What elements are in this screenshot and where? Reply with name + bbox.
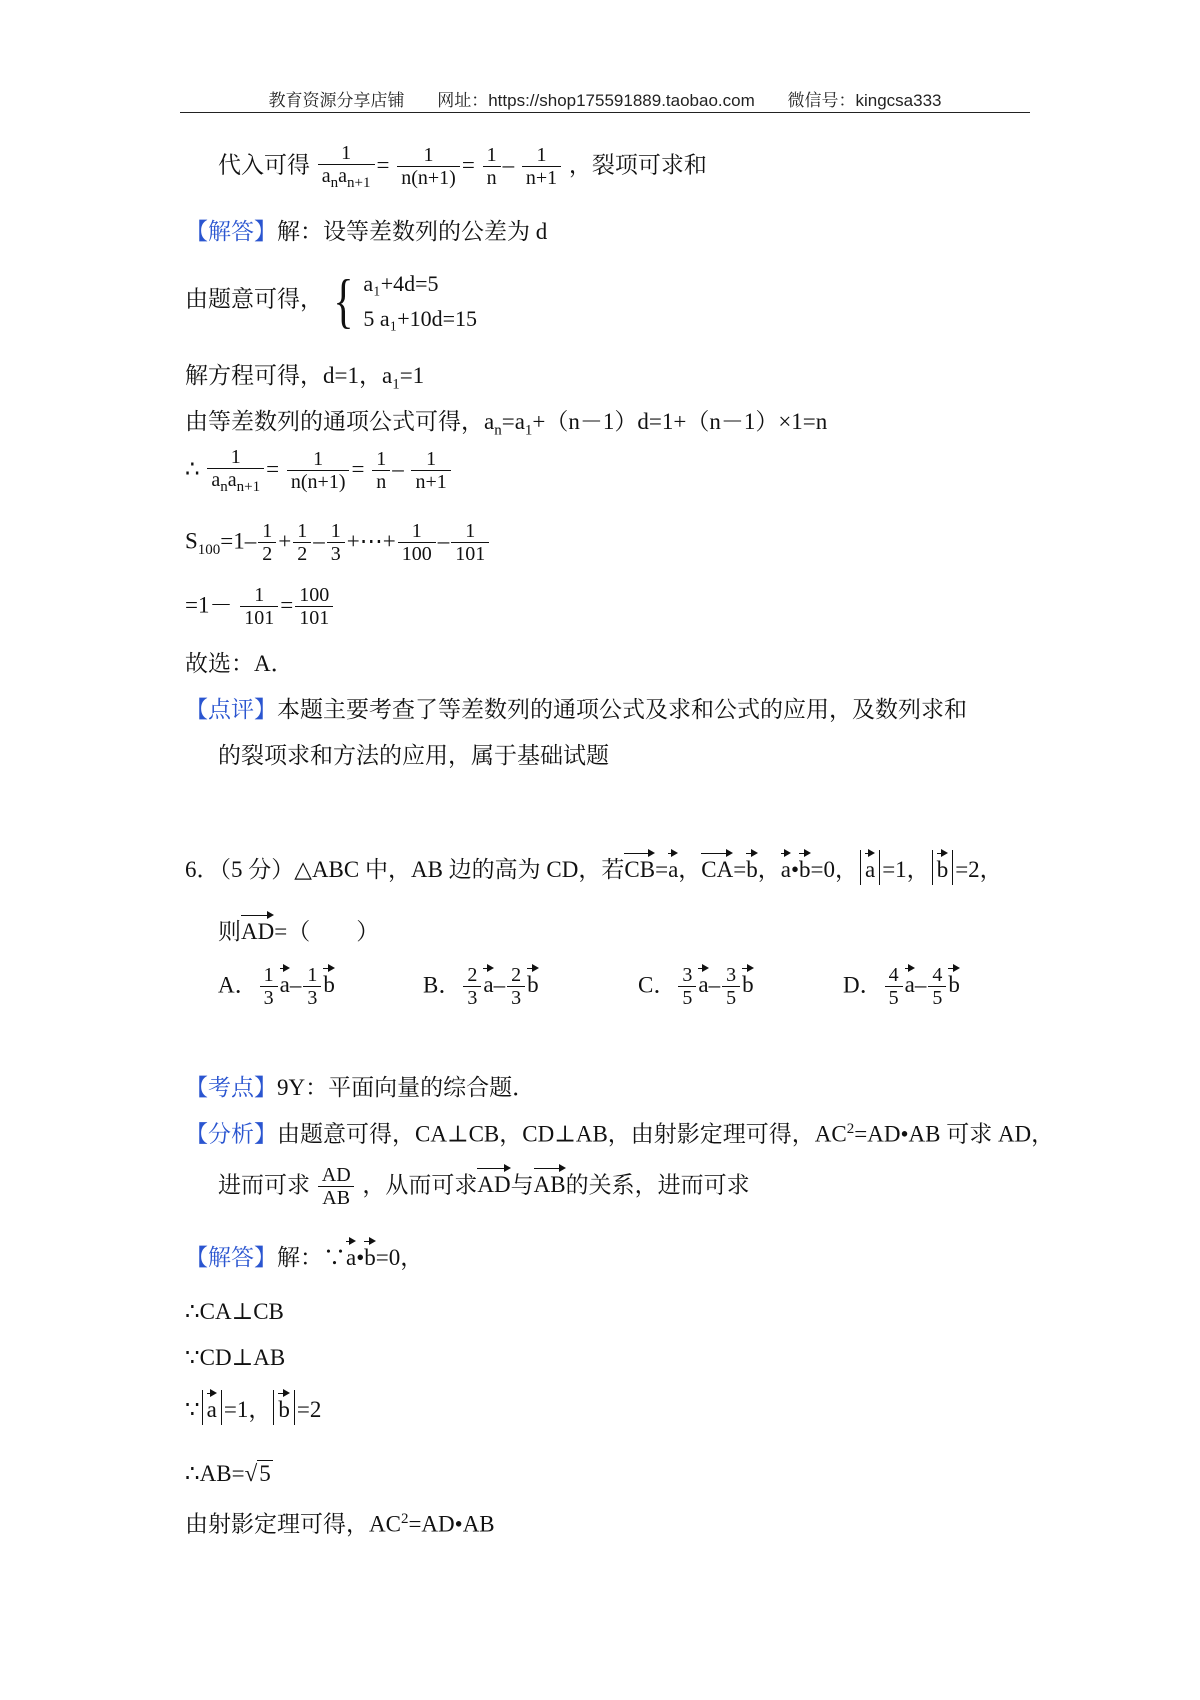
- vector-a: a: [668, 850, 678, 881]
- fraction-1-over-2: $\frac{1}{2}$: [293, 520, 311, 566]
- text-dot-zero: =0，: [810, 857, 858, 882]
- tag-analysis: 【分析】: [185, 1121, 277, 1147]
- vector-cb: CB: [624, 850, 655, 881]
- vector-a: a: [280, 965, 290, 996]
- text-equals-one-minus: =1－: [185, 592, 233, 618]
- fraction-ad-over-ab: $\frac{AD}{AB}$: [318, 1164, 355, 1210]
- fraction-1-over-n-plus-1: $\frac{1}{n+1}$: [522, 144, 561, 190]
- q6-line-ca-cb: [185, 1298, 284, 1327]
- fraction-1-over-2: $\frac{1}{2}$: [258, 520, 276, 566]
- text-projection: 由射影定理可得，AC: [185, 1511, 401, 1537]
- option-label: C．: [638, 972, 677, 998]
- fraction-100-over-101: $\frac{100}{101}$: [295, 584, 333, 630]
- option-fraction: $\frac{1}{3}$: [303, 964, 321, 1010]
- text-from-problem: 由题意可得，: [185, 286, 323, 312]
- fraction-1-over-n: $\frac{1}{n}$: [483, 144, 501, 190]
- q6-analysis-1: 【分析】由题意可得，CA⊥CB，CD⊥AB，由射影定理可得，$AC^2=AD•AB$ 可求 AD，: [185, 1121, 1055, 1147]
- tag-solution: 【解答】: [185, 1245, 277, 1270]
- fraction-1-over-n: $\frac{1}{n}$: [372, 448, 390, 494]
- vector-a: a: [781, 850, 791, 881]
- vector-a: a: [905, 965, 915, 996]
- vector-a: a: [483, 965, 493, 996]
- vector-ca: CA: [701, 850, 733, 881]
- option-fraction: $\frac{2}{3}$: [463, 964, 481, 1010]
- text-abs-a-value: =1，: [882, 857, 930, 882]
- header-wechat: 微信号：kingcsa333: [787, 91, 942, 110]
- tag-comment: 【点评】: [185, 697, 277, 722]
- equation-system: [363, 266, 477, 336]
- text-because: 解：∵: [277, 1245, 346, 1270]
- text-analysis-1: 由题意可得，CA⊥CB，CD⊥AB，由射影定理可得，AC: [277, 1121, 847, 1147]
- option-d[interactable]: D． $\frac{4}{5}$ a– $\frac{4}{5}$ b: [843, 964, 960, 1009]
- option-fraction: $\frac{1}{3}$: [260, 964, 278, 1010]
- vector-b: b: [364, 1238, 376, 1269]
- option-c[interactable]: C． $\frac{3}{5}$ a– $\frac{3}{5}$ b: [638, 964, 754, 1009]
- s5-sum-s100: $S_{100}=1-$ $\frac{1}{2}$ + $\frac{1}{2}$ – $\frac{1}{3}$ +⋯+ $\frac{1}{100}$ – $\frac{1}{101}$: [185, 520, 491, 566]
- text-solve-end: =1: [399, 363, 425, 388]
- text-analysis-2b: ，从而可求: [362, 1172, 478, 1198]
- option-label: B．: [423, 972, 462, 998]
- s5-solution-heading: [185, 218, 547, 247]
- equation-1: a₁+4d=5: [363, 271, 439, 296]
- option-label: D．: [843, 972, 883, 998]
- abs-a: a: [202, 1390, 222, 1425]
- s5-comment-1: [185, 696, 967, 725]
- text-general-term-mid: =a: [501, 409, 525, 434]
- text-abs-a-value: =1，: [223, 1397, 272, 1422]
- text-projection-end: =AD•AB: [408, 1511, 495, 1537]
- vector-b: b: [948, 965, 960, 996]
- fraction-1-over-n-plus-1: $\frac{1}{n+1}$: [411, 448, 450, 494]
- text-ca-perp-cb: ∴CA⊥CB: [185, 1299, 284, 1324]
- text-analysis-2a: 进而可求: [218, 1172, 310, 1198]
- header-shop: 教育资源分享店铺: [268, 91, 405, 110]
- text-then: 则: [218, 919, 241, 944]
- fraction-1-over-100: $\frac{1}{100}$: [398, 520, 436, 566]
- fraction-1-over-anan1: $\frac{1}{a_na_{n+1}}$: [318, 142, 375, 192]
- s5-solve-line: 解方程可得，d=1，$a_1=1$: [185, 363, 425, 393]
- text-blank-paren: =（ ）: [274, 919, 380, 944]
- q6-analysis-2: [218, 1164, 750, 1210]
- sqrt-symbol: √5: [244, 1461, 271, 1486]
- header-url[interactable]: 网址：https://shop175591889.taobao.com: [437, 91, 755, 110]
- text-solution-intro: 解：设等差数列的公差为 d: [277, 219, 548, 244]
- equals: =: [655, 857, 669, 882]
- because-symbol: ∵: [185, 1397, 200, 1422]
- text-general-term-end: +（n－1）d=1+（n－1）×1=n: [532, 409, 828, 434]
- text-cd-perp-ab: ∵CD⊥AB: [185, 1345, 286, 1370]
- text-comment-1: 本题主要考查了等差数列的通项公式及求和公式的应用，及数列求和: [277, 697, 967, 722]
- s5-equation-system: [185, 266, 477, 336]
- page-header: [180, 86, 1030, 111]
- vector-ad: AD: [477, 1165, 510, 1196]
- text-choice: 故选：A．: [185, 651, 294, 676]
- fraction-1-over-anan1: $\frac{1}{a_na_{n+1}}$: [207, 446, 264, 496]
- q6-line-cd-ab: [185, 1344, 285, 1373]
- text-general-term: 由等差数列的通项公式可得，a: [185, 409, 495, 434]
- vector-b: b: [323, 965, 335, 996]
- fraction-1-over-3: $\frac{1}{3}$: [327, 520, 345, 566]
- vector-b: b: [799, 850, 811, 881]
- q6-line-projection: 由射影定理可得，$AC^2=AD•AB$: [185, 1511, 495, 1537]
- text-q6-stem: 6．（5 分）△ABC 中，AB 边的高为 CD，若: [185, 857, 625, 882]
- text-abs-b-value: =2: [296, 1397, 322, 1422]
- fraction-1-over-nn1: $\frac{1}{n(n+1)}$: [397, 144, 460, 190]
- text-split-sum: ，裂项可求和: [568, 152, 707, 178]
- abs-a: a: [860, 850, 880, 885]
- s5-therefore-fraction: ∴ $\frac{1}{a_na_{n+1}}$ = $\frac{1}{n(n+1)}$ = $\frac{1}{n}$ – $\frac{1}{n+1}$: [185, 446, 453, 496]
- comma: ，: [757, 857, 781, 882]
- option-fraction: $\frac{4}{5}$: [928, 964, 946, 1010]
- option-label: A．: [218, 972, 258, 998]
- s5-general-term: 由等差数列的通项公式可得，$a_n=a_1+(n-1)d=1+(n-1)\times 1=n$: [185, 409, 828, 439]
- option-fraction: $\frac{2}{3}$: [507, 964, 525, 1010]
- s5-comment-2: [218, 742, 609, 771]
- option-fraction: $\frac{4}{5}$: [885, 964, 903, 1010]
- header-divider: [180, 112, 1030, 113]
- q6-line-ab: [185, 1460, 273, 1489]
- text-solve: 解方程可得，d=1，a: [185, 363, 393, 388]
- fraction-1-over-101: $\frac{1}{101}$: [240, 584, 278, 630]
- q6-kaodian: [185, 1074, 535, 1103]
- vector-b: b: [746, 850, 758, 881]
- q6-stem: 6．（5 分）△ABC 中，AB 边的高为 CD，若CB=a，CA=b，a•b=0， a =1， b =2，: [185, 850, 1003, 885]
- fraction-1-over-nn1: $\frac{1}{n(n+1)}$: [287, 448, 350, 494]
- tag-kaodian: 【考点】: [185, 1075, 277, 1100]
- s5-line-substitute: 代入可得 $\frac{1}{a_na_{n+1}}$ = $\frac{1}{n(n+1)}$ = $\frac{1}{n}$ – $\frac{1}{n+1}$ ，裂项可求和: [218, 142, 707, 191]
- option-fraction: $\frac{3}{5}$: [722, 964, 740, 1010]
- sum-subscript: 100: [197, 541, 221, 558]
- text-ab-equals: ∴AB=: [185, 1461, 245, 1486]
- comma: ，: [678, 857, 702, 882]
- sqrt-radicand: 5: [259, 1461, 271, 1486]
- s5-sum-result: =1－ $\frac{1}{101}$ = $\frac{100}{101}$: [185, 584, 335, 630]
- vector-a: a: [346, 1238, 356, 1269]
- text-substitute: 代入可得: [218, 152, 310, 178]
- vector-b: b: [527, 965, 539, 996]
- option-b[interactable]: B． $\frac{2}{3}$ a– $\frac{2}{3}$ b: [423, 964, 539, 1009]
- therefore-symbol: ∴: [185, 456, 200, 482]
- text-dot-zero: =0，: [375, 1245, 424, 1270]
- q6-line-abs: [185, 1390, 321, 1425]
- vector-a: a: [698, 965, 708, 996]
- brace-symbol: {: [333, 268, 354, 335]
- abs-b: b: [273, 1390, 295, 1425]
- abs-b: b: [932, 850, 954, 885]
- sum-symbol: S: [185, 528, 198, 554]
- text-analysis-2d: 的关系，进而可求: [565, 1172, 750, 1198]
- q6-ask: [218, 912, 379, 947]
- vector-ad: AD: [241, 912, 274, 943]
- option-a[interactable]: A． $\frac{1}{3}$ a– $\frac{1}{3}$ b: [218, 964, 335, 1009]
- option-fraction: $\frac{3}{5}$: [678, 964, 696, 1010]
- text-kaodian: 9Y：平面向量的综合题．: [277, 1075, 536, 1100]
- text-abs-b-value: =2，: [955, 857, 1003, 882]
- text-comment-2: 的裂项求和方法的应用，属于基础试题: [218, 743, 609, 768]
- fraction-1-over-101: $\frac{1}{101}$: [451, 520, 489, 566]
- vector-ab: AB: [534, 1165, 566, 1196]
- s5-choice: [185, 650, 294, 679]
- equation-2: 5 a₁+10d=15: [363, 306, 478, 332]
- vector-b: b: [742, 965, 754, 996]
- text-analysis-1b: =AD•AB 可求 AD，: [854, 1121, 1055, 1147]
- q6-solution-start: 【解答】解：∵a•b=0，: [185, 1238, 423, 1273]
- text-analysis-2c: 与: [510, 1172, 534, 1198]
- tag-solution: 【解答】: [185, 219, 277, 244]
